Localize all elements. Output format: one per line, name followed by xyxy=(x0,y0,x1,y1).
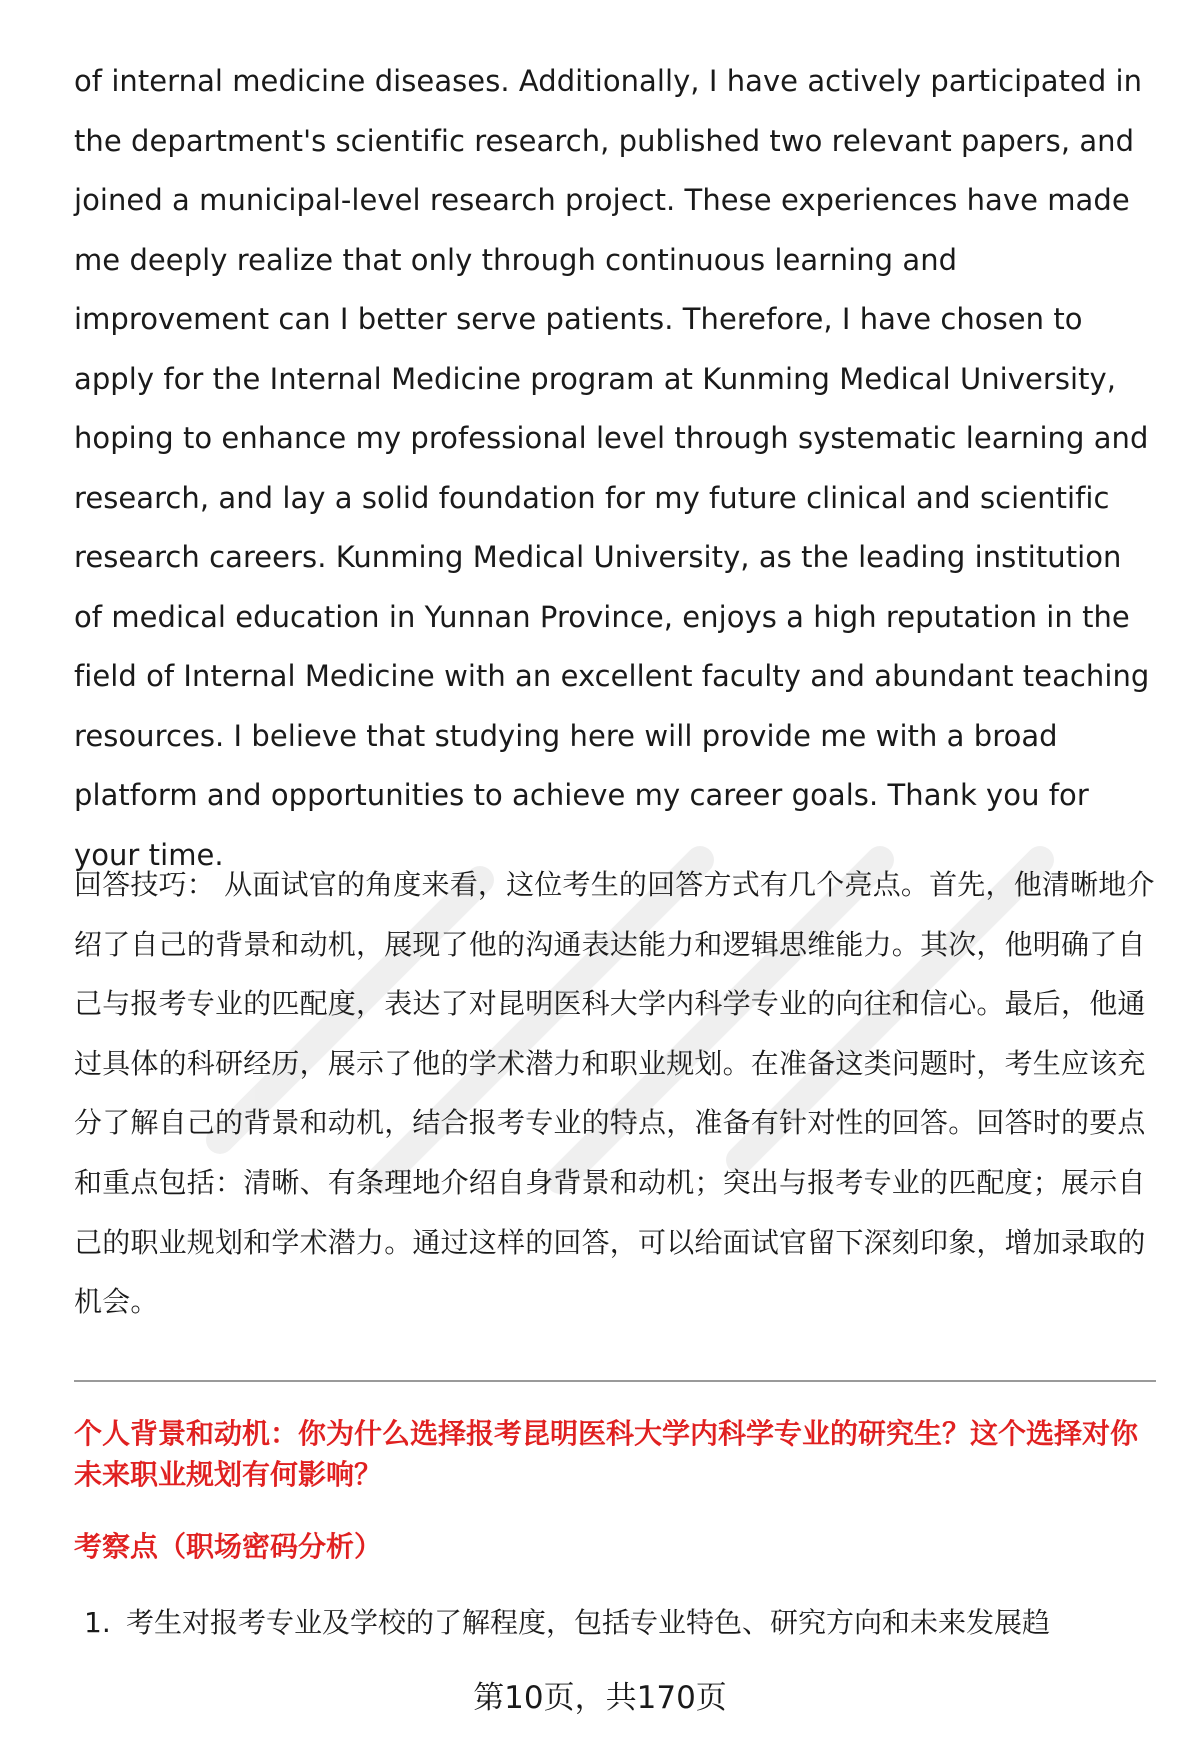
list-item-number: 1. xyxy=(84,1606,111,1639)
section-divider xyxy=(74,1380,1156,1382)
english-paragraph: of internal medicine diseases. Additionally, I have actively participated in the department's scientific research, published two relevant papers, and joined a municipal-level research project. These experiences have made me deeply realize that only through continuous learning and improvement can I better serve patients. Therefore, I have chosen to apply for the Internal Medicine program at Kunming Medical University, hoping to enhance my professional level through systematic learning and research, and lay a solid foundation for my future clinical and scientific research careers. Kunming Medical University, as the leading institution of medical education in Yunnan Province, enjoys a high reputation in the field of Internal Medicine with an excellent faculty and abundant teaching resources. I believe that studying here will provide me with a broad platform and opportunities to achieve my career goals. Thank you for your time. xyxy=(74,64,1150,872)
assessment-points-heading: 考察点（职场密码分析） xyxy=(74,1530,383,1563)
page-number: 第10页，共170页 xyxy=(473,1680,727,1716)
list-item xyxy=(84,1603,1154,1643)
list-item-text: 考生对报考专业及学校的了解程度，包括专业特色、研究方向和未来发展趋 xyxy=(126,1606,1051,1639)
answer-tips-paragraph: 回答技巧： 从面试官的角度来看，这位考生的回答方式有几个亮点。首先，他清晰地介绍了自己的背景和动机，展现了他的沟通表达能力和逻辑思维能力。其次，他明确了自己与报考专业的匹配度，表达了对昆明医科大学内科学专业的向往和信心。最后，他通过具体的科研经历，展示了他的学术潜力和职业规划。在准备这类问题时，考生应该充分了解自己的背景和动机，结合报考专业的特点，准备有针对性的回答。回答时的要点和重点包括：清晰、有条理地介绍自身背景和动机；突出与报考专业的匹配度；展示自己的职业规划和学术潜力。通过这样的回答，可以给面试官留下深刻印象，增加录取的机会。 xyxy=(74,868,1155,1319)
question-heading: 个人背景和动机：你为什么选择报考昆明医科大学内科学专业的研究生？这个选择对你未来职业规划有何影响？ xyxy=(74,1417,1139,1491)
